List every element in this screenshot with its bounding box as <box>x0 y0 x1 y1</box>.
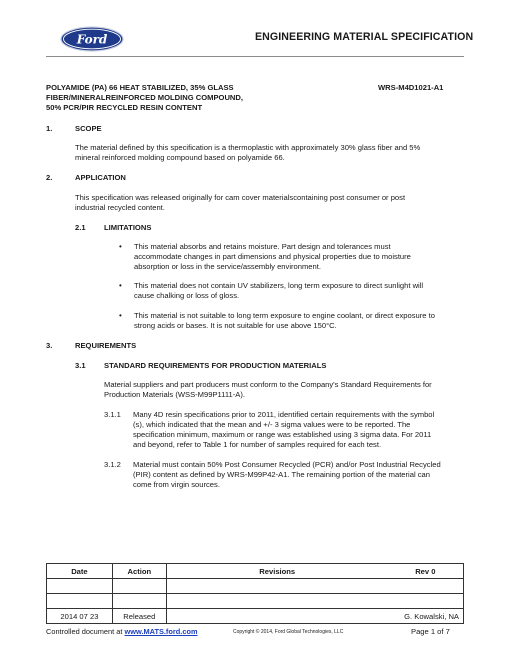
paragraph-line: (PIR) content as defined by WRS-M99P42-A1. The remaining portion of the material can <box>133 470 431 479</box>
paragraph-line: mineral reinforced molding compound based on polyamide 66. <box>75 153 285 162</box>
section-title: STANDARD REQUIREMENTS FOR PRODUCTION MATERIALS <box>104 361 327 370</box>
section-number: 2.1 <box>75 223 86 232</box>
footer-prefix: Controlled document at <box>46 627 125 636</box>
table-header-row <box>47 564 464 579</box>
section-number: 3.1 <box>75 361 86 370</box>
header-rev: Rev 0 <box>388 564 464 579</box>
subsection-number: 3.1.1 <box>104 410 121 419</box>
release-action: Released <box>112 609 166 624</box>
paragraph-line: specification minimum, maximum or range was established using 3 sigma data. For 2011 <box>133 430 432 439</box>
table-row <box>47 579 464 594</box>
table-cell <box>112 579 166 594</box>
paragraph-line: Material must contain 50% Post Consumer Recycled (PCR) and/or Post Industrial Recycled <box>133 460 441 469</box>
title-line: FIBER/MINERALREINFORCED MOLDING COMPOUND, <box>46 93 244 102</box>
section-title: APPLICATION <box>75 173 126 182</box>
section-title: REQUIREMENTS <box>75 341 137 350</box>
mats-link[interactable]: www.MATS.ford.com <box>124 627 198 636</box>
limitation-bullet <box>134 311 464 331</box>
section-number: 1. <box>46 124 53 133</box>
table-cell <box>166 579 463 594</box>
subsection-number: 3.1.2 <box>104 460 121 469</box>
application-paragraph <box>75 193 464 213</box>
section-number: 2. <box>46 173 53 182</box>
table-row <box>47 594 464 609</box>
page-number: Page 1 of 7 <box>411 627 450 636</box>
spec-number: WRS-M4D1021-A1 <box>378 83 444 92</box>
paragraph-line: absorption or loss in the service/assembly environment. <box>134 262 321 271</box>
footer-controlled <box>46 627 198 636</box>
section-number: 3. <box>46 341 53 350</box>
paragraph-line: The material defined by this specification is a thermoplastic with approximately 30% glass fiber and 5% <box>75 143 421 152</box>
header-revisions: Revisions <box>166 564 387 579</box>
paragraph-line: Many 4D resin specifications prior to 2011, identified certain requirements with the symbol <box>133 410 435 419</box>
paragraph-line: come from virgin sources. <box>133 480 220 489</box>
revisions-table <box>46 563 464 624</box>
header-date: Date <box>47 564 113 579</box>
header-divider <box>46 56 464 57</box>
footer-copyright: Copyright © 2014, Ford Global Technologies, LLC <box>233 629 344 635</box>
subsection-311-paragraph <box>133 410 464 450</box>
bullet-icon: • <box>119 281 122 290</box>
paragraph-line: This material is not suitable to long term exposure to engine coolant, or direct exposure to <box>134 311 435 320</box>
bullet-icon: • <box>119 311 122 320</box>
paragraph-line: accommodate changes in part dimensions and physical properties due to moisture <box>134 252 411 261</box>
header-action: Action <box>112 564 166 579</box>
section-title: LIMITATIONS <box>104 223 152 232</box>
svg-text:Ford: Ford <box>76 32 108 47</box>
table-cell <box>47 579 113 594</box>
document-title <box>46 83 346 113</box>
paragraph-line: and beyond, refer to Table 1 for number of samples required for each test. <box>133 440 382 449</box>
scope-paragraph <box>75 143 464 163</box>
title-line: POLYAMIDE (PA) 66 HEAT STABILIZED, 35% GLASS <box>46 83 234 92</box>
paragraph-line: strong acids or bases. It is not suitable for use above 150°C. <box>134 321 337 330</box>
paragraph-line: Production Materials (WSS-M99P1111-A). <box>104 390 245 399</box>
release-author: G. Kowalski, NA <box>166 609 463 624</box>
title-line: 50% PCR/PIR RECYCLED RESIN CONTENT <box>46 103 203 112</box>
standard-requirements-paragraph <box>104 380 464 400</box>
ford-logo <box>60 26 124 52</box>
bullet-icon: • <box>119 242 122 251</box>
page-header-title: ENGINEERING MATERIAL SPECIFICATION <box>255 31 474 43</box>
limitation-bullet <box>134 242 464 272</box>
table-cell <box>166 594 463 609</box>
limitation-bullet <box>134 281 464 301</box>
subsection-312-paragraph <box>133 460 464 490</box>
release-date: 2014 07 23 <box>47 609 113 624</box>
table-cell <box>47 594 113 609</box>
paragraph-line: This material does not contain UV stabilizers, long term exposure to direct sunlight will <box>134 281 424 290</box>
paragraph-line: Material suppliers and part producers must conform to the Company's Standard Requirements for <box>104 380 432 389</box>
paragraph-line: This material absorbs and retains moisture. Part design and tolerances must <box>134 242 391 251</box>
paragraph-line: This specification was released originally for cam cover materialscontaining post consumer or post <box>75 193 406 202</box>
table-row <box>47 609 464 624</box>
section-title: SCOPE <box>75 124 102 133</box>
paragraph-line: industrial recycled content. <box>75 203 165 212</box>
table-cell <box>112 594 166 609</box>
paragraph-line: cause chalking or loss of gloss. <box>134 291 240 300</box>
paragraph-line: (s), which indicated that the mean and +/- 3 sigma values were to be reported. The <box>133 420 411 429</box>
